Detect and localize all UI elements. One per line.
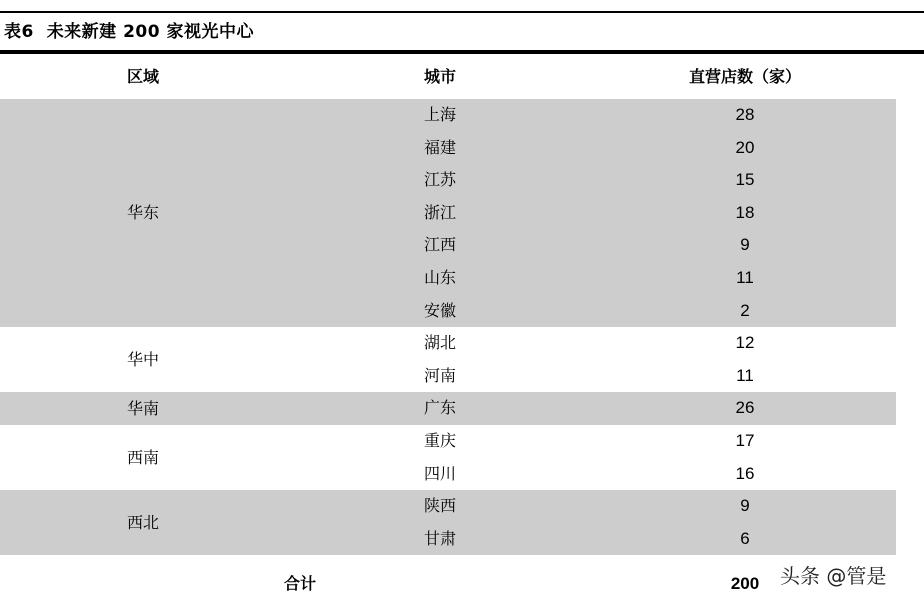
watermark: 头条 @管是 [780, 564, 887, 588]
count-cell: 11 [736, 268, 754, 287]
city-cell: 江苏 [423, 170, 456, 190]
count-cell: 15 [735, 170, 755, 190]
city-cell: 安徽 [423, 300, 456, 320]
count-cell: 26 [735, 398, 755, 418]
count-cell: 2 [740, 300, 750, 320]
table-caption [4, 19, 254, 45]
city-cell: 重庆 [423, 431, 456, 450]
city-cell: 山东 [423, 268, 456, 287]
region-cell: 华南 [126, 398, 159, 418]
table-title: 未来新建 200 家视光中心 [46, 22, 255, 42]
count-cell: 20 [735, 137, 755, 157]
city-cell: 甘肃 [423, 528, 456, 548]
header-count: 直营店数（家） [688, 67, 801, 86]
city-cell: 广东 [423, 398, 456, 418]
count-cell: 18 [735, 202, 755, 222]
region-cell: 华东 [126, 203, 159, 223]
table-number: 表6 [4, 22, 34, 42]
caption-rule [0, 50, 924, 54]
count-cell: 9 [740, 496, 750, 516]
count-cell: 6 [740, 528, 750, 548]
city-cell: 河南 [423, 365, 456, 385]
region-cell: 华中 [126, 349, 159, 369]
header-city: 城市 [423, 67, 456, 86]
count-cell: 17 [735, 431, 755, 450]
total-value: 200 [730, 574, 760, 593]
count-cell: 11 [736, 365, 754, 385]
city-cell: 陕西 [423, 496, 456, 516]
total-label: 合计 [283, 574, 316, 593]
count-cell: 9 [740, 235, 750, 255]
city-cell: 江西 [423, 235, 456, 255]
city-cell: 湖北 [423, 333, 456, 353]
count-cell: 12 [735, 333, 755, 353]
region-cell: 西北 [126, 512, 159, 532]
count-cell: 28 [735, 105, 755, 124]
header-region: 区域 [126, 67, 159, 86]
city-cell: 浙江 [423, 202, 456, 222]
city-cell: 四川 [423, 463, 456, 483]
top-rule [0, 11, 924, 13]
region-cell: 西南 [126, 447, 159, 467]
city-cell: 上海 [423, 105, 456, 124]
count-cell: 16 [735, 463, 755, 483]
city-cell: 福建 [423, 137, 456, 157]
